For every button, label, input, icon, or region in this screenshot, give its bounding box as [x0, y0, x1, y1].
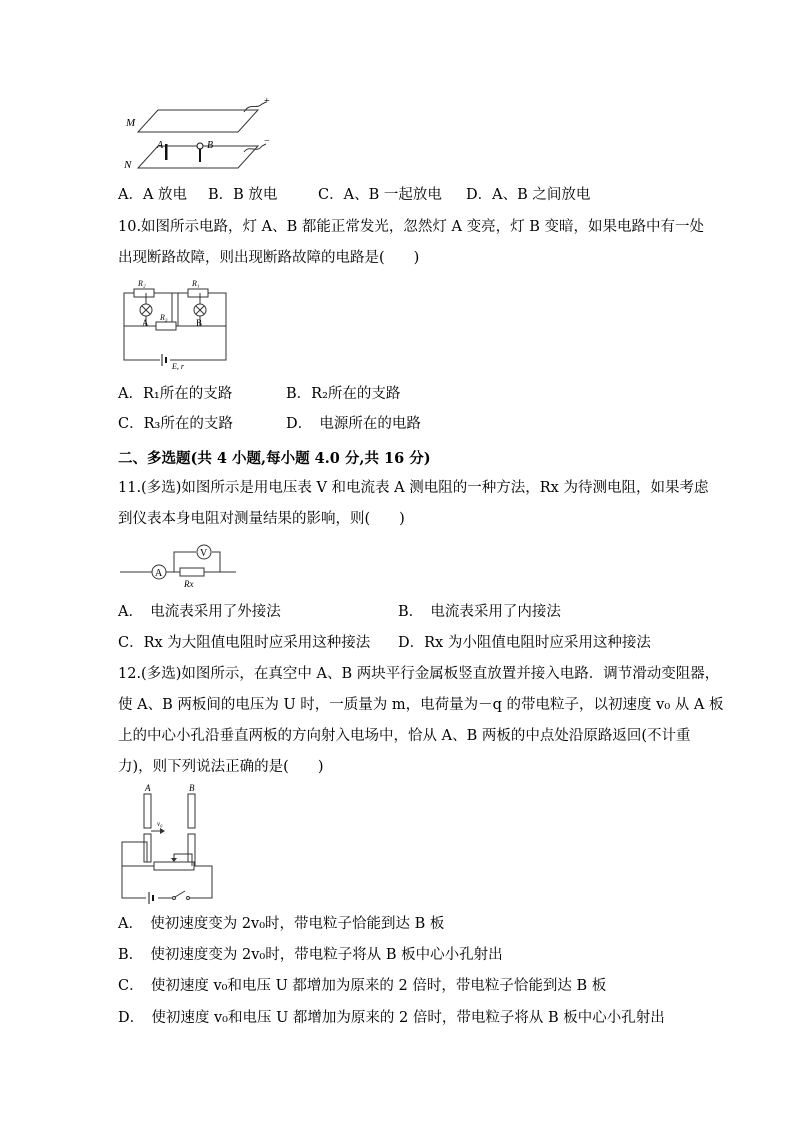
- label-velocity: v₀: [157, 820, 163, 828]
- label-a: A: [157, 140, 164, 151]
- wire-minus: [244, 144, 266, 152]
- plate-b-upper: [188, 794, 195, 828]
- label-minus: −: [264, 136, 270, 147]
- label-rx: Rx: [184, 579, 194, 589]
- resistor-rx: [180, 568, 204, 576]
- q12-stem-line2: 使 A、B 两板间的电压为 U 时，一质量为 m，电荷量为－q 的带电粒子，以初速度 v₀ 从 A 板: [118, 697, 724, 713]
- plate-m: [138, 110, 258, 132]
- q11-option-b: B． 电流表采用了内接法: [398, 604, 561, 620]
- q12-option-a: A． 使初速度变为 2v₀时，带电粒子恰能到达 B 板: [118, 916, 445, 932]
- q12-stem-line1: 12.(多选)如图所示，在真空中 A、B 两块平行金属板竖直放置并接入电路．调节滑动变阻器，: [118, 666, 720, 682]
- q10-option-b: B．R₂所在的支路: [286, 386, 401, 402]
- label-plate-a: A: [145, 783, 151, 793]
- q11-stem-line1: 11.(多选)如图所示是用电压表 V 和电流表 A 测电阻的一种方法，Rx 为待测电阻，如果考虑: [118, 480, 709, 496]
- label-voltmeter: V: [200, 548, 208, 559]
- q10-stem-line2: 出现断路故障，则出现断路故障的电路是( ): [118, 250, 420, 266]
- q10-option-c: C．R₃所在的支路: [118, 416, 233, 432]
- velocity-arrow: [160, 828, 165, 834]
- label-r3: R₃: [160, 313, 168, 322]
- label-b: B: [207, 140, 214, 151]
- label-m: M: [126, 117, 136, 129]
- slider-arrow: [171, 858, 177, 862]
- rheostat: [154, 862, 194, 870]
- q12-option-c: C． 使初速度 v₀和电压 U 都增加为原来的 2 倍时，带电粒子恰能到达 B 板: [118, 978, 607, 994]
- q9-option-b: B．B 放电: [208, 187, 278, 203]
- q12-option-d: D． 使初速度 v₀和电压 U 都增加为原来的 2 倍时，带电粒子将从 B 板中心小孔射出: [118, 1010, 665, 1026]
- label-source: E, r: [172, 362, 184, 370]
- resistor-r2: [134, 289, 154, 297]
- q11-option-a: A． 电流表采用了外接法: [118, 604, 281, 620]
- label-ammeter: A: [155, 568, 163, 579]
- plate-a-upper: [144, 794, 151, 828]
- plates-circuit-figure-q12: [118, 782, 218, 904]
- resistor-r1: [188, 289, 208, 297]
- q12-stem-line4: 力)，则下列说法正确的是( ): [118, 759, 324, 775]
- label-r2: R₂: [138, 279, 146, 288]
- q9-option-c: C．A、B 一起放电: [318, 187, 442, 203]
- ball-b: [197, 143, 203, 149]
- q10-stem-line1: 10.如图所示电路，灯 A、B 都能正常发光，忽然灯 A 变亮，灯 B 变暗，如果电路中有一处: [118, 219, 704, 235]
- plates-figure: [118, 96, 278, 174]
- label-n: N: [124, 159, 132, 171]
- resistor-r3: [156, 322, 176, 330]
- q12-option-b: B． 使初速度变为 2v₀时，带电粒子将从 B 板中心小孔射出: [118, 947, 503, 963]
- q12-stem-line3: 上的中心小孔沿垂直两板的方向射入电场中，恰从 A、B 两板的中点处沿原路返回(不计重: [118, 728, 691, 744]
- label-lamp-a: A: [142, 318, 149, 328]
- q11-option-c: C．Rx 为大阻值电阻时应采用这种接法: [118, 635, 371, 651]
- circuit-figure-q11: [118, 538, 238, 590]
- label-plate-b: B: [189, 783, 195, 793]
- q9-option-d: D．A、B 之间放电: [466, 187, 591, 203]
- q10-option-a: A．R₁所在的支路: [118, 386, 233, 402]
- q11-option-d: D．Rx 为小阻值电阻时应采用这种接法: [398, 635, 651, 651]
- q10-option-d: D． 电源所在的电路: [286, 416, 421, 432]
- label-r1: R₁: [192, 279, 200, 288]
- plate-n: [138, 146, 258, 168]
- circuit-figure-q10: [120, 276, 230, 370]
- q11-stem-line2: 到仪表本身电阻对测量结果的影响，则( ): [118, 511, 405, 527]
- needle-a: [165, 144, 168, 160]
- q9-option-a: A．A 放电: [118, 187, 188, 203]
- section-title: 二、多选题(共 4 小题,每小题 4.0 分,共 16 分): [118, 450, 431, 467]
- label-plus: +: [264, 96, 270, 107]
- switch-contact-right: [187, 897, 190, 900]
- label-lamp-b: B: [196, 318, 203, 328]
